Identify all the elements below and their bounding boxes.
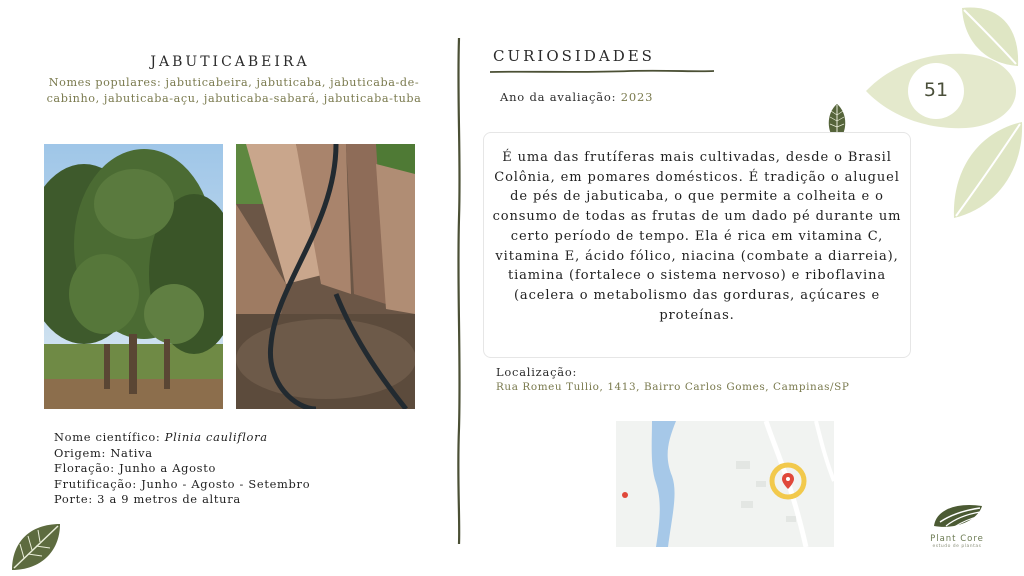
fruiting: Frutificação: Junho - Agosto - Setembro bbox=[54, 476, 311, 491]
leaf-icon bbox=[10, 522, 62, 572]
page-number: 51 bbox=[923, 79, 949, 101]
logo-name: Plant Core bbox=[930, 534, 984, 544]
curiosities-title: CURIOSIDADES bbox=[493, 47, 655, 65]
logo-tagline: estudo de plantas bbox=[932, 544, 982, 549]
popular-names: Nomes populares: jabuticabeira, jabuticaba, jabuticaba-de-cabinho, jabuticaba-açu, jabuticaba-sabará, jabuticaba-tuba bbox=[46, 76, 422, 106]
scientific-name-label: Nome científico: bbox=[54, 430, 165, 444]
evaluation-year bbox=[500, 90, 653, 104]
plant-title: JABUTICABEIRA bbox=[150, 54, 310, 70]
year-value: 2023 bbox=[620, 90, 654, 104]
location-map[interactable] bbox=[616, 421, 834, 547]
tree-photo bbox=[44, 144, 223, 409]
scientific-name bbox=[54, 430, 454, 446]
plant-size: Porte: 3 a 9 metros de altura bbox=[54, 492, 241, 507]
origin: Origem: Nativa bbox=[54, 445, 153, 460]
flowering: Floração: Junho a Agosto bbox=[54, 461, 217, 476]
trunk-photo bbox=[236, 144, 415, 409]
location-label: Localização: bbox=[496, 365, 578, 379]
title-underline bbox=[490, 68, 714, 76]
leaf-icon bbox=[950, 120, 1024, 220]
location-address: Rua Romeu Tullio, 1413, Bairro Carlos Gomes, Campinas/SP bbox=[496, 381, 850, 393]
plant-core-logo bbox=[924, 500, 990, 554]
curiosities-text: É uma das frutíferas mais cultivadas, desde o Brasil Colônia, em pomares domésticos. É tradição o aluguel de pés de jabuticaba, o que permite a colheita e o consumo de todas as frutas de um dado pé durante um certo período de tempo. Ela é rica em vitamina C, vitamina E, ácido fólico, niacina (combate a diarreia), tiamina (fortalece o sistema nervoso) e riboflavina (acelera o metabolismo das gorduras, açúcares e proteínas. bbox=[492, 150, 902, 323]
scientific-name-value: Plinia cauliflora bbox=[164, 430, 268, 444]
plant-facts bbox=[54, 430, 454, 508]
plant-core-logo-icon bbox=[926, 500, 988, 530]
divider bbox=[454, 38, 464, 544]
year-label: Ano da avaliação: bbox=[500, 90, 621, 104]
